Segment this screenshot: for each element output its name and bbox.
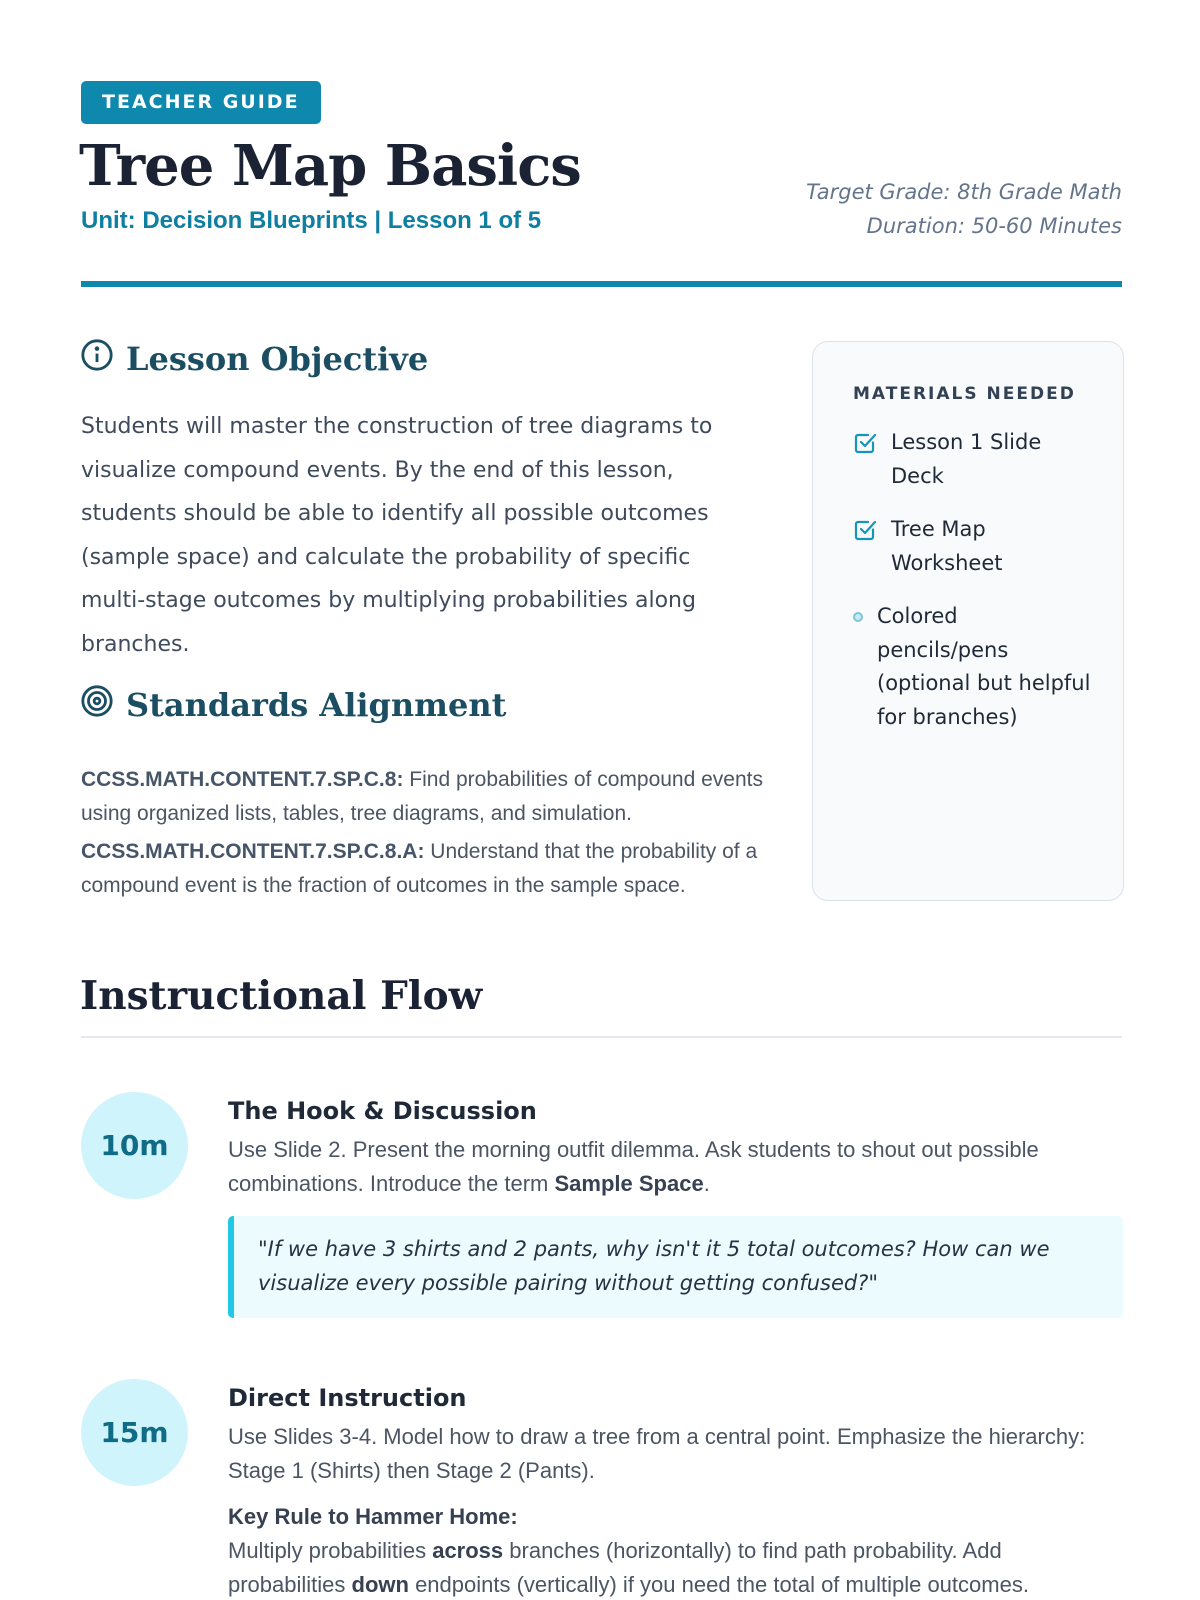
standard-code: CCSS.MATH.CONTENT.7.SP.C.8: <box>81 768 404 791</box>
material-item <box>853 513 1093 580</box>
key-rule-text <box>228 1534 1123 1600</box>
header-divider <box>81 281 1122 287</box>
flow-divider <box>81 1036 1122 1038</box>
step-description <box>228 1133 1123 1201</box>
standard-item <box>81 763 771 830</box>
target-icon <box>80 684 114 726</box>
standard-item <box>81 835 771 902</box>
material-item <box>853 426 1093 493</box>
teacher-guide-badge: TEACHER GUIDE <box>81 81 321 124</box>
checkbox-icon <box>853 513 877 546</box>
material-label: Colored pencils/pens (optional but helpful for branches) <box>877 604 1091 729</box>
materials-card <box>812 341 1124 901</box>
objective-heading <box>80 338 428 380</box>
unit-subtitle: Unit: Decision Blueprints | Lesson 1 of 5 <box>81 207 542 234</box>
discussion-quote: "If we have 3 shirts and 2 pants, why isn't it 5 total outcomes? How can we visualize every possible pairing without getting confused?" <box>228 1216 1123 1318</box>
step-title: Direct Instruction <box>228 1384 467 1412</box>
material-label: Tree Map Worksheet <box>891 517 1003 575</box>
objective-heading-text: Lesson Objective <box>126 340 429 378</box>
target-grade: Target Grade: 8th Grade Math <box>806 180 1122 204</box>
page-title: Tree Map Basics <box>79 133 581 199</box>
step-description: Use Slides 3-4. Model how to draw a tree from a central point. Emphasize the hierarchy: Stage 1 (Shirts) then Stage 2 (Pants). <box>228 1424 1086 1483</box>
step-text-part: Use Slide 2. Present the morning outfit dilemma. Ask students to shout out possible combinations. Introduce the term <box>228 1137 1039 1196</box>
step-time-badge: 15m <box>81 1379 188 1486</box>
step-text-part: . <box>703 1171 710 1196</box>
material-item <box>853 600 1093 734</box>
objective-text: Students will master the construction of tree diagrams to visualize compound events. By the end of this lesson, students should be able to identify all possible outcomes (sample space) and calculate the probability of specific multi-stage outcomes by multiplying probabilities along branches. <box>81 414 713 657</box>
rule-text-part: Multiply probabilities <box>228 1538 433 1563</box>
duration: Duration: 50-60 Minutes <box>866 214 1122 238</box>
rule-text-bold: down <box>351 1572 409 1597</box>
standard-code: CCSS.MATH.CONTENT.7.SP.C.8.A: <box>81 840 425 863</box>
standard-text: Find probabilities of compound events using organized lists, tables, tree diagrams, and simulation. <box>81 768 763 825</box>
material-label: Lesson 1 Slide Deck <box>891 430 1042 488</box>
standards-heading-text: Standards Alignment <box>126 686 507 724</box>
standards-heading <box>80 684 506 726</box>
flow-step <box>228 1384 1123 1600</box>
standard-text: Understand that the probability of a compound event is the fraction of outcomes in the sample space. <box>81 840 758 897</box>
step-title: The Hook & Discussion <box>228 1097 537 1125</box>
step-time-badge: 10m <box>81 1092 188 1199</box>
bullet-dot-icon <box>853 612 863 622</box>
lesson-meta <box>806 175 1122 243</box>
standards-list <box>81 763 771 907</box>
step-text-bold: Sample Space <box>554 1171 704 1196</box>
checkbox-icon <box>853 426 877 459</box>
flow-heading: Instructional Flow <box>80 973 483 1019</box>
flow-step <box>228 1097 1123 1318</box>
rule-text-bold: across <box>432 1538 504 1563</box>
rule-text-part: branches (horizontally) to find path probability. Add probabilities <box>228 1538 1002 1597</box>
materials-heading: MATERIALS NEEDED <box>853 384 1076 404</box>
info-icon <box>80 338 114 380</box>
key-rule-label: Key Rule to Hammer Home: <box>228 1504 518 1529</box>
rule-text-part: endpoints (vertically) if you need the total of multiple outcomes. <box>408 1572 1029 1597</box>
